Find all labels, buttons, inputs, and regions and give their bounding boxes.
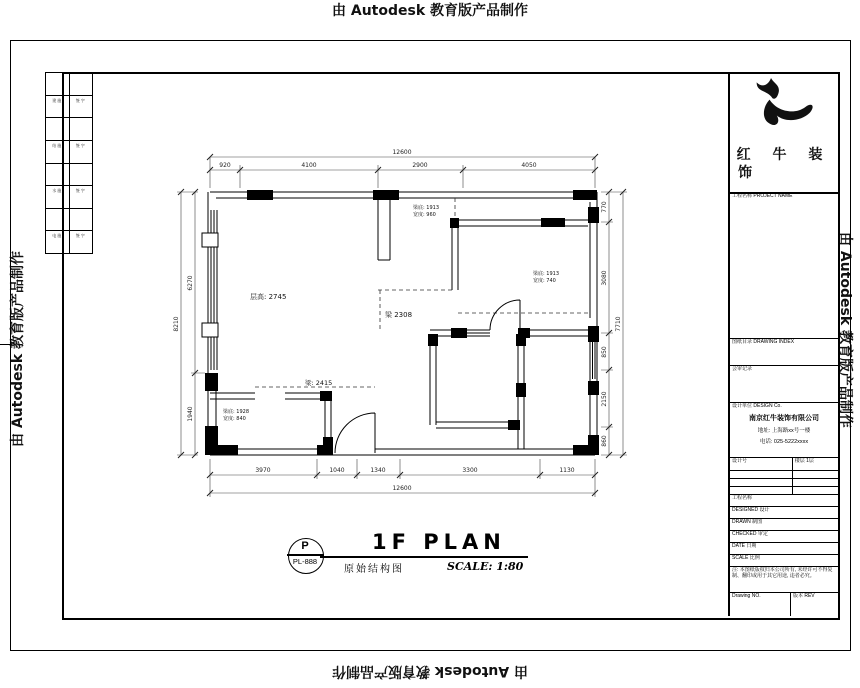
beam-note: 宽度: 740 [533,278,556,284]
drawing-name: 原始结构图 [344,564,404,575]
beam-note: 梁底: 1928 [223,409,249,415]
columns [205,190,599,455]
company-section [730,402,838,458]
signature-row [46,141,92,164]
project-no-label: 设计号 [730,457,793,470]
dim-right-seg: 770 [601,201,608,213]
signature-row [46,209,92,232]
dim-right-seg: 3080 [601,270,608,286]
dim-right-total: 7710 [615,316,622,332]
dim-top-seg: 2900 [412,162,428,169]
dim-right-seg: 850 [601,346,608,358]
dim-top-total: 12600 [392,149,412,156]
dim-bottom-seg: 1040 [329,467,345,474]
brand-name-line2: 饰 [738,164,752,180]
beam-note: 梁底: 1913 [533,271,559,277]
sheet-title: 1F PLAN [372,530,506,554]
section-header: 工程名称 PROJECT NAME [732,193,793,199]
logo-section [730,72,838,194]
signature-cell: 签字 [75,233,86,239]
drawing-no-row [730,592,838,616]
dim-right-seg: 2150 [601,391,608,407]
dim-bottom-total: 12600 [392,485,412,492]
dim-left-seg: 1940 [187,406,194,422]
company-phone: 电话: 025-5222xxxx [759,439,809,445]
title-block [728,72,838,616]
signature-cell: 签字 [75,188,86,194]
stamp-divider [287,554,324,556]
dim-bottom-seg: 1340 [370,467,386,474]
dim-bottom-seg: 1130 [559,467,575,474]
signature-cell: 签字 [75,142,86,148]
floor-plan [95,85,735,565]
beam-note: 梁底: 1913 [413,205,439,211]
company-address: 地址: 上海路xx号一楼 [757,428,811,434]
door-swings [335,300,520,453]
walls-thin [208,192,597,455]
ceiling-height-label: 层高: 2745 [250,293,287,301]
designed-label: DESIGNED 设计 [732,507,770,513]
beam-note: 宽度: 840 [223,416,246,422]
date-label: DATE 日期 [732,543,757,549]
floor-label: 楼层 1层 [794,458,814,464]
signature-cell: 水施 [46,186,70,208]
dim-top-seg: 920 [219,162,231,169]
brand-name-line1: 红 牛 装 [736,146,832,162]
signature-cell: 电施 [46,231,70,253]
sheet-scale: SCALE: 1:80 [447,560,524,573]
signature-cell: 结施 [46,141,70,163]
dim-bottom-seg: 3300 [462,467,478,474]
beam-label-b: 梁: 2415 [305,379,333,387]
beam-label-a: 梁 2308 [385,311,413,319]
signature-cell: 签字 [75,97,86,103]
project-label: 工程名称 [732,495,753,501]
scale-label: SCALE 比例 [732,555,760,561]
dimension-ticks [178,154,626,496]
stamp-number: PL-888 [292,557,318,566]
drawing-no-label: Drawing NO. [730,592,791,616]
signature-row [46,118,92,141]
dim-left-seg: 6270 [187,275,194,291]
signature-row [46,231,92,253]
section-header: 设计单位 DESIGN Co. [732,403,782,409]
notes-text: 注: 本图纸版权归本公司所有, 未经许可不得复制、翻印或用于其它用途, 违者必究。 [732,567,833,579]
window-frames [202,233,218,337]
signature-cell: 建施 [46,96,70,118]
signature-row [46,96,92,119]
watermark-left: 由 Autodesk 教育版产品制作 [10,250,26,448]
edge-mark-left [0,344,10,345]
review-section [730,365,838,403]
stamp-letter: P [301,540,309,552]
dim-right-seg: 860 [601,435,608,447]
dim-top-seg: 4100 [301,162,317,169]
signature-row [46,73,92,96]
signature-strip [45,72,93,254]
signature-row [46,164,92,187]
section-header: 会审记录 [732,366,753,372]
watermark-right: 由 Autodesk 教育版产品制作 [837,231,853,429]
project-name-section [730,192,838,339]
dim-bottom-seg: 3970 [255,467,271,474]
watermark-bottom: 由 Autodesk 教育版产品制作 [331,663,529,679]
title-underline [320,556,528,558]
checked-label: CHECKED 审定 [732,531,768,537]
rev-label: 版本 REV [792,593,815,599]
dimension-labels [173,149,622,492]
watermark-top: 由 Autodesk 教育版产品制作 [331,3,529,19]
dim-left-total: 8210 [173,316,180,332]
project-no-row [730,457,838,471]
company-name: 南京红牛装饰有限公司 [749,415,819,422]
dim-top-seg: 4050 [521,162,537,169]
beam-note: 宽度: 960 [413,212,436,218]
signature-row [46,186,92,209]
drawn-label: DRAWN 制图 [732,519,763,525]
notes-section [730,566,838,593]
dimension-lines [177,157,627,497]
index-section [730,338,838,366]
section-header: 图纸目录 DRAWING INDEX [732,339,795,345]
